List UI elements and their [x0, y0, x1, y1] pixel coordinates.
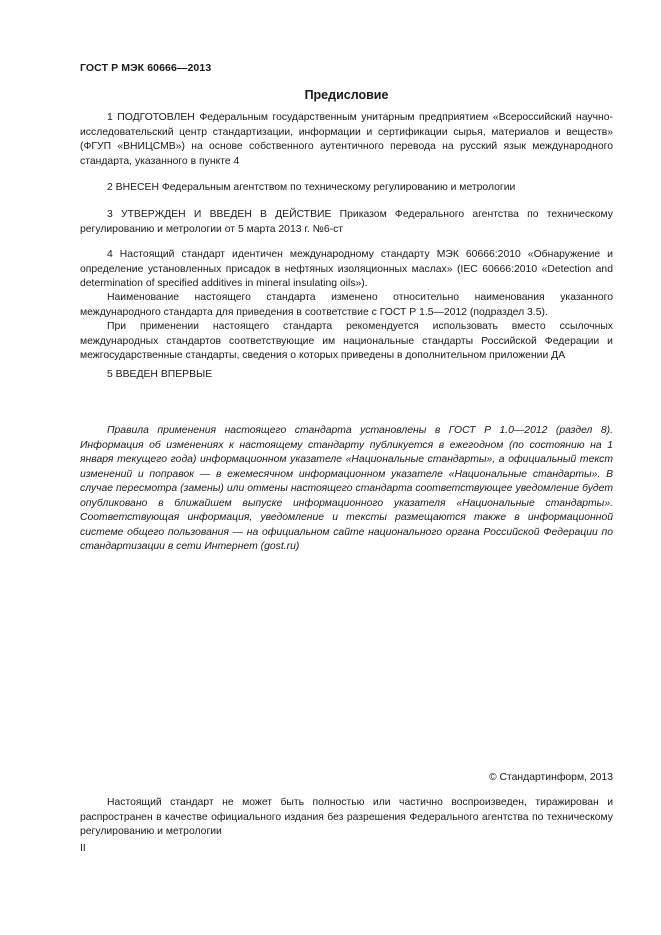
copyright: © Стандартинформ, 2013	[488, 772, 613, 783]
paragraph-approved: 3 УТВЕРЖДЕН И ВВЕДЕН В ДЕЙСТВИЕ Приказом Федерального агентства по техническому регулированию и метрологии от 5 марта 2013 г. №6-ст	[80, 209, 613, 235]
paragraph-references: При применении настоящего стандарта рекомендуется использовать вместо ссылочных международных стандартов соответствующие им национальные стандарты Российской Федерации и межгосударственные стандарты, сведения о которых приведены в дополнительном приложении ДА	[80, 321, 613, 361]
paragraph-first-introduced: 5 ВВЕДЕН ВПЕРВЫЕ	[107, 369, 213, 380]
reproduction-notice: Настоящий стандарт не может быть полностью или частично воспроизведен, тиражирован и распространен в качестве официального издания без разрешения Федерального агентства по техническому регулированию и метрологии	[80, 797, 613, 837]
paragraph-introduced: 2 ВНЕСЕН Федеральным агентством по техническому регулированию и метрологии	[107, 182, 516, 193]
document-code: ГОСТ Р МЭК 60666—2013	[80, 62, 212, 74]
paragraph-name-changed: Наименование настоящего стандарта изменено относительно наименования указанного международного стандарта для приведения в соответствие с ГОСТ Р 1.5—2012 (подраздел 3.5).	[80, 292, 613, 318]
paragraph-identical: 4 Настоящий стандарт идентичен международному стандарту МЭК 60666:2010 «Обнаружение и определение установленных присадок в нефтяных изоляционных маслах» (IEC 60666:2010 «Detection and determination of specified additives in mineral insulating oils»).	[80, 249, 613, 289]
section-title: Предисловие	[304, 88, 389, 102]
paragraph-prepared: 1 ПОДГОТОВЛЕН Федеральным государственным унитарным предприятием «Всероссийский научно-исследовательский центр стандартизации, информации и сертификации сырья, материалов и веществ» (ФГУП «ВНИЦСМВ») на основе собственного аутентичного перевода на русский язык международного стандарта, указанного в пункте 4	[80, 112, 613, 167]
page-number: II	[80, 843, 86, 854]
application-rules-notice: Правила применения настоящего стандарта установлены в ГОСТ Р 1.0—2012 (раздел 8). Информация об изменениях к настоящему стандарту публикуется в ежегодном (по состоянию на 1 января текущего года) информационном указателе «Национальные стандарты», а официальный текст изменений и поправок — в ежемесячном информационном указателе «Национальные стандарты». В случае пересмотра (замены) или отмены настоящего стандарта соответствующее уведомление будет опубликовано в ближайшем выпуске информационного указателя «Национальные стандарты». Соответствующая информация, уведомление и тексты размещаются также в информационной системе общего пользования — на официальном сайте национального органа Российской Федерации по стандартизации в сети Интернет (gost.ru)	[80, 425, 613, 552]
